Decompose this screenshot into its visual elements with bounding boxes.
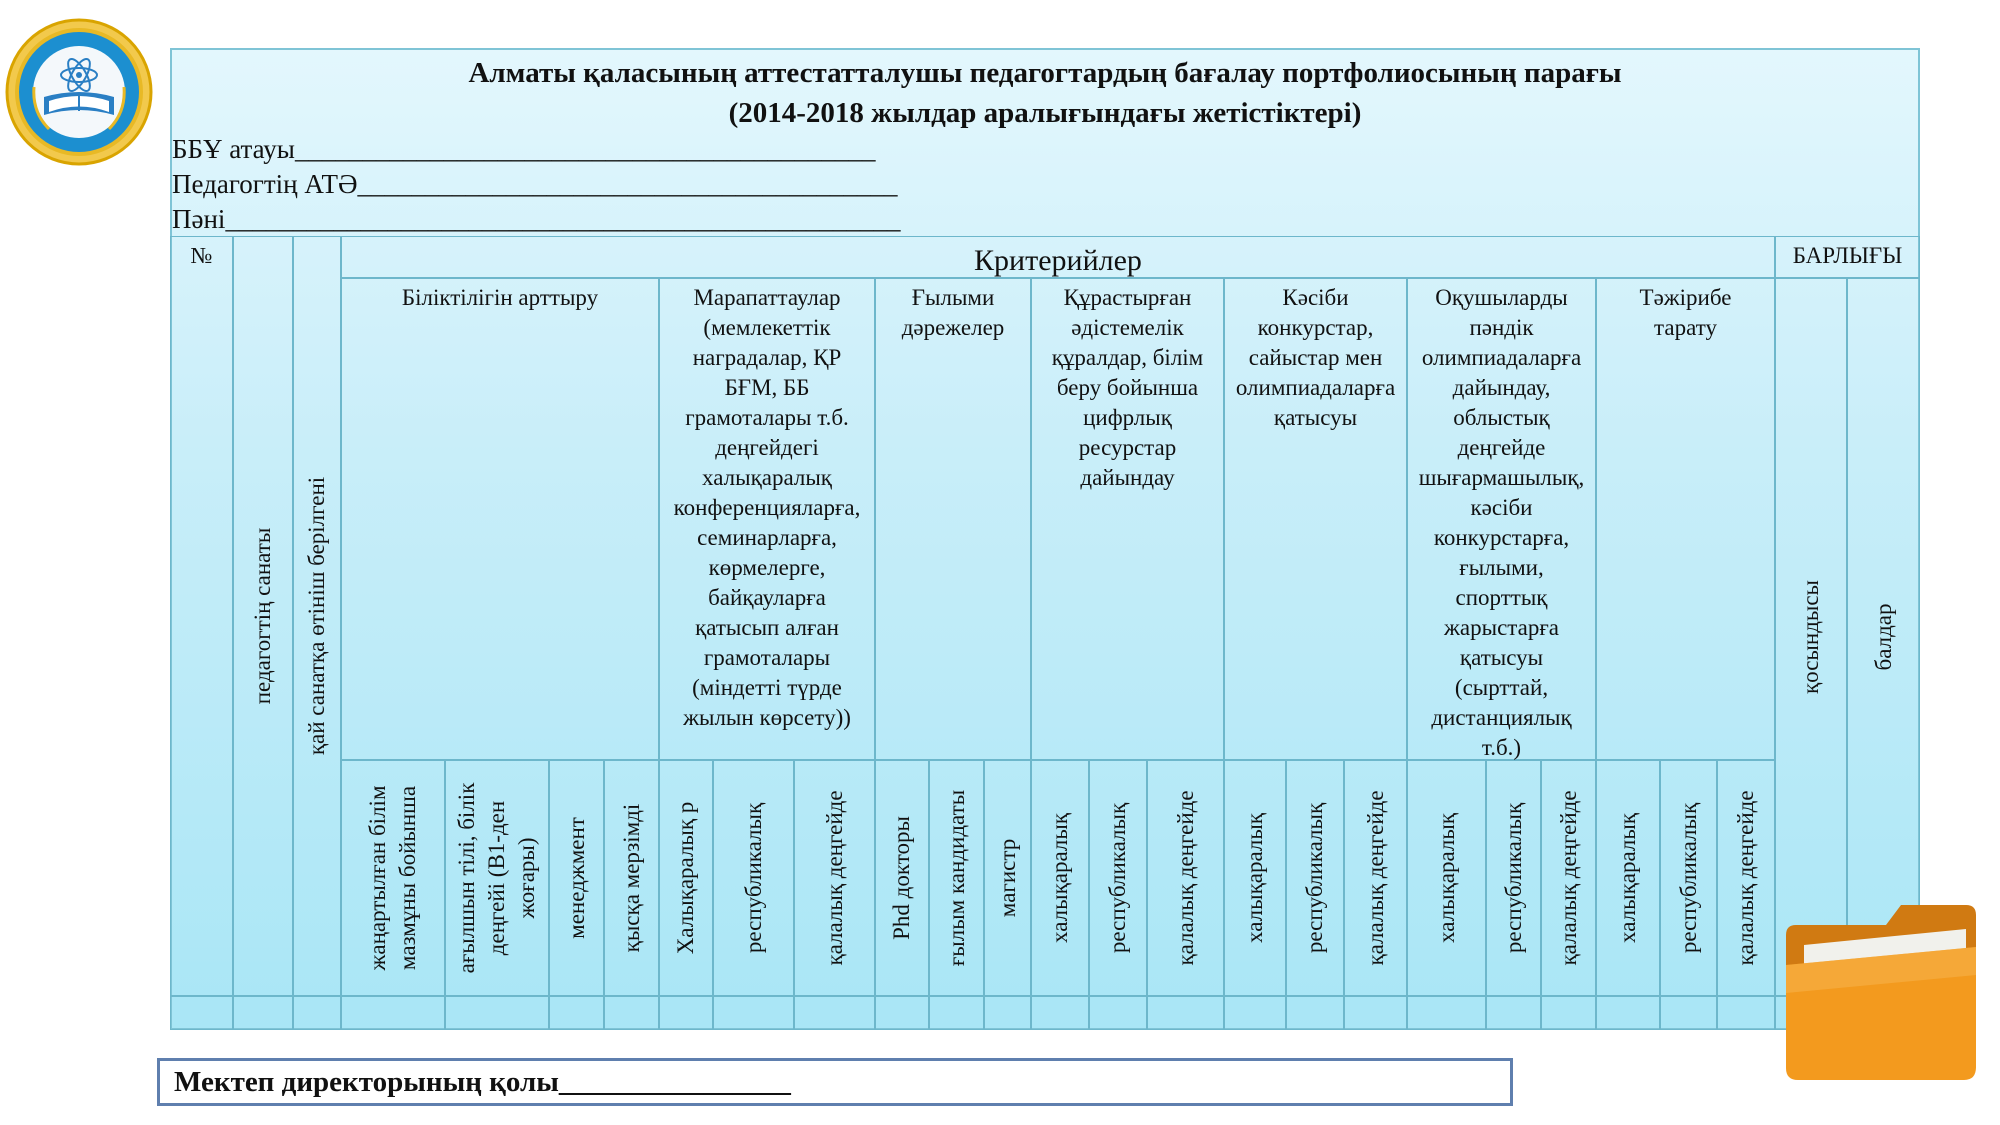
subcolumn-label: халықаралық xyxy=(1615,813,1640,943)
subcolumn-header xyxy=(875,760,929,996)
table-cell[interactable] xyxy=(1031,996,1089,1030)
table-cell[interactable] xyxy=(341,996,445,1030)
subcolumn-header xyxy=(1031,760,1089,996)
subcolumn-header xyxy=(1541,760,1596,996)
form-title-line2: (2014-2018 жылдар аралығындағы жетістіктері) xyxy=(728,97,1362,129)
group-header-student-olympiads: Оқушыларды пәндік олимпиадаларға дайындау, облыстық деңгейде шығармашылық, кәсіби конкурстарға, ғылыми, спорттық жарыстарға қатысуы (сырттай, дистанциялық т.б.) xyxy=(1407,278,1596,760)
subcolumn-header xyxy=(984,760,1031,996)
subcolumn-header xyxy=(1147,760,1224,996)
table-cell[interactable] xyxy=(1407,996,1486,1030)
subcolumn-header xyxy=(1486,760,1541,996)
subject-label: Пәні xyxy=(172,204,226,234)
subcolumn-label: қысқа мерзімді xyxy=(618,803,644,953)
subcolumn-header xyxy=(1224,760,1286,996)
subcolumn-header xyxy=(604,760,659,996)
subcolumn-label: республикалық xyxy=(1675,802,1701,954)
table-cell[interactable] xyxy=(1541,996,1596,1030)
subcolumn-header xyxy=(445,760,549,996)
organization-name-underline: ___________________________________________ xyxy=(294,134,876,164)
director-signature-underline: ________________ xyxy=(558,1066,791,1098)
table-cell[interactable] xyxy=(549,996,604,1030)
table-cell[interactable] xyxy=(1147,996,1224,1030)
table-cell[interactable] xyxy=(445,996,549,1030)
subcolumn-header xyxy=(1596,760,1660,996)
table-cell[interactable] xyxy=(1486,996,1541,1030)
table-cell[interactable] xyxy=(293,996,341,1030)
subcolumn-header xyxy=(794,760,875,996)
subcolumn-header xyxy=(1344,760,1407,996)
subcolumn-header xyxy=(549,760,604,996)
subcolumn-label: республикалық xyxy=(740,802,766,954)
group-header-experience-sharing: Тәжірибе тарату xyxy=(1596,278,1775,760)
subcolumn-label: республикалық xyxy=(1105,802,1130,954)
table-cell[interactable] xyxy=(794,996,875,1030)
subcolumn-header xyxy=(1660,760,1717,996)
subcolumn-label: халықаралық xyxy=(1242,813,1267,943)
column-applied-category-label: қай санатқа өтініш берілгені xyxy=(304,476,329,756)
subcolumn-label: республикалық xyxy=(1302,802,1327,954)
organization-name-label: ББҰ атауы xyxy=(172,134,295,164)
column-teacher-category-header xyxy=(233,236,293,996)
subcolumn-label: ағылшын тілі, білік деңгейі (В1-ден жоғары) xyxy=(454,782,539,974)
table-cell[interactable] xyxy=(1224,996,1286,1030)
subcolumn-header xyxy=(1407,760,1486,996)
table-cell[interactable] xyxy=(170,996,233,1030)
subcolumn-label: Халықаралық р xyxy=(673,801,698,955)
teacher-name-underline: ________________________________________ xyxy=(357,169,898,199)
director-signature-label: Мектеп директорының қолы xyxy=(174,1066,559,1098)
director-signature-field[interactable] xyxy=(157,1058,1513,1106)
group-header-methodical-resources: Құрастырған әдістемелік құралдар, білім беру бойынша цифрлық ресурстар дайындау xyxy=(1031,278,1224,760)
group-header-awards: Марапаттаулар (мемлекеттік наградалар, ҚР БҒМ, ББ грамоталары т.б. деңгейдегі халықаралық конференцияларға, семинарларға, көрмелерге, байқауларға қатысып алған грамоталары (міндетті түрде жылын көрсету)) xyxy=(659,278,875,760)
table-cell[interactable] xyxy=(1089,996,1147,1030)
subcolumn-header xyxy=(929,760,984,996)
subcolumn-label: республикалық xyxy=(1500,802,1526,954)
subject-underline: __________________________________________________ xyxy=(225,204,901,234)
subcolumn-label: қалалық деңгейде xyxy=(1172,790,1198,966)
subcolumn-label: қалалық деңгейде xyxy=(821,790,847,966)
group-header-degrees: Ғылыми дәрежелер xyxy=(875,278,1031,760)
table-cell[interactable] xyxy=(604,996,659,1030)
form-title-line1: Алматы қаласының аттестатталушы педагогтардың бағалау портфолиосының парағы xyxy=(468,57,1622,89)
subcolumn-label: халықаралық xyxy=(1047,813,1072,943)
criteria-header: Критерийлер xyxy=(341,236,1775,278)
table-cell[interactable] xyxy=(1286,996,1344,1030)
table-cell[interactable] xyxy=(1660,996,1717,1030)
subcolumn-header xyxy=(659,760,713,996)
total-points-label: балдар xyxy=(1870,603,1896,671)
table-cell[interactable] xyxy=(984,996,1031,1030)
table-cell[interactable] xyxy=(929,996,984,1030)
subcolumn-label: қалалық деңгейде xyxy=(1362,790,1388,966)
group-header-professional-contests: Кәсіби конкурстар, сайыстар мен олимпиадаларға қатысуы xyxy=(1224,278,1407,760)
table-cell[interactable] xyxy=(1344,996,1407,1030)
teacher-name-label: Педагогтің АТӘ xyxy=(172,169,358,199)
column-teacher-category-label: педагогтің санаты xyxy=(250,527,275,705)
ministry-emblem-icon xyxy=(4,17,154,167)
column-number-header: № xyxy=(170,236,233,996)
subcolumn-header xyxy=(341,760,445,996)
group-header-qualification: Біліктілігін арттыру xyxy=(341,278,659,760)
subcolumn-label: менеджмент xyxy=(563,817,589,939)
subcolumn-label: қалалық деңгейде xyxy=(1555,790,1581,966)
folder-icon xyxy=(1776,885,1986,1090)
total-sum-label: қосындысы xyxy=(1798,579,1823,695)
organization-name-field[interactable] xyxy=(172,133,875,165)
table-cell[interactable] xyxy=(875,996,929,1030)
subcolumn-label: жаңартылған білім мазмұны бойынша xyxy=(365,785,420,971)
subcolumn-label: магистр xyxy=(994,838,1020,918)
teacher-name-field[interactable] xyxy=(172,168,897,200)
subcolumn-header xyxy=(1717,760,1775,996)
subject-field[interactable] xyxy=(172,203,900,235)
subcolumn-label: қалалық деңгейде xyxy=(1733,790,1758,966)
column-applied-category-header xyxy=(293,236,341,996)
table-cell[interactable] xyxy=(659,996,713,1030)
table-cell[interactable] xyxy=(233,996,293,1030)
subcolumn-header xyxy=(1286,760,1344,996)
table-cell[interactable] xyxy=(1596,996,1660,1030)
table-cell[interactable] xyxy=(1717,996,1775,1030)
subcolumn-label: халықаралық xyxy=(1433,813,1459,943)
subcolumn-label: Phd докторы xyxy=(889,816,914,940)
subcolumn-header xyxy=(1089,760,1147,996)
total-header: БАРЛЫҒЫ xyxy=(1775,236,1920,278)
subcolumn-label: ғылым кандидаты xyxy=(943,789,969,967)
subcolumn-header xyxy=(713,760,794,996)
table-cell[interactable] xyxy=(713,996,794,1030)
